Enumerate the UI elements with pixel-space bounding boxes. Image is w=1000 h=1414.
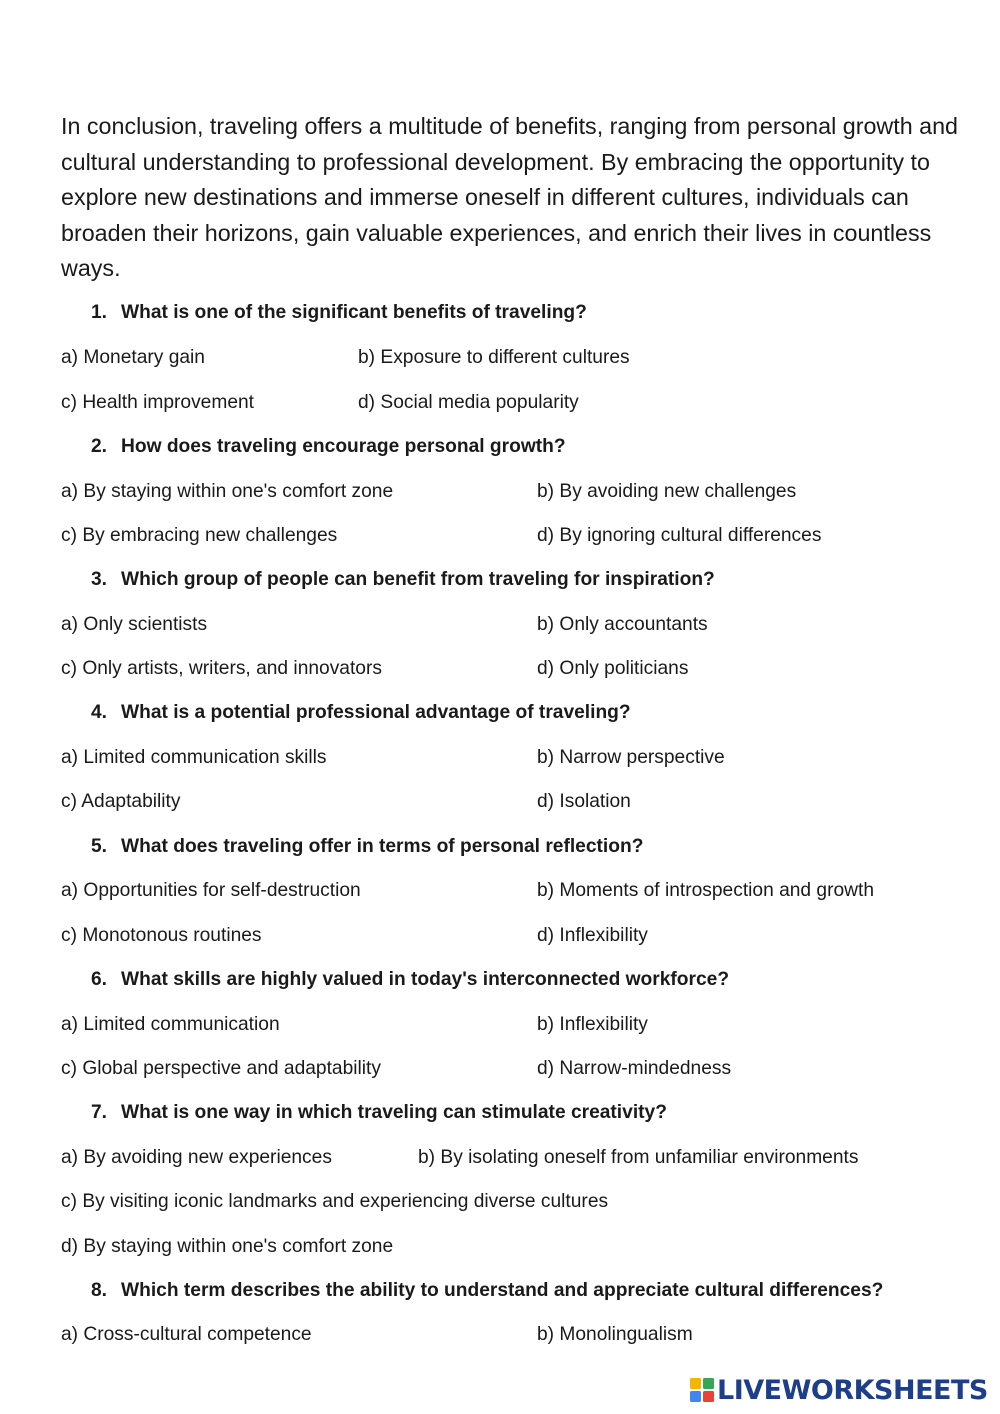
option-3d: d) Only politicians xyxy=(537,658,689,679)
question-number: 3. xyxy=(91,569,108,590)
question-number: 7. xyxy=(91,1102,108,1123)
question-5 xyxy=(91,836,643,858)
option-6d: d) Narrow-mindedness xyxy=(537,1058,732,1079)
option-6c: c) Global perspective and adaptability xyxy=(61,1058,381,1079)
option-5a: a) Opportunities for self-destruction xyxy=(61,880,361,901)
option-4a: a) Limited communication skills xyxy=(61,747,327,768)
question-number: 5. xyxy=(91,836,108,857)
question-number: 4. xyxy=(91,702,108,723)
option-1d: d) Social media popularity xyxy=(358,392,579,413)
option-5b: b) Moments of introspection and growth xyxy=(537,880,875,901)
option-6b: b) Inflexibility xyxy=(537,1014,648,1035)
option-5c: c) Monotonous routines xyxy=(61,925,262,946)
option-3a: a) Only scientists xyxy=(61,614,208,635)
question-number: 2. xyxy=(91,436,108,457)
option-1a: a) Monetary gain xyxy=(61,347,205,368)
question-2 xyxy=(91,436,566,458)
question-number: 1. xyxy=(91,302,108,323)
question-1 xyxy=(91,302,587,324)
question-text: What is one way in which traveling can stimulate creativity? xyxy=(121,1102,667,1123)
option-8b: b) Monolingualism xyxy=(537,1324,693,1345)
option-3c: c) Only artists, writers, and innovators xyxy=(61,658,382,679)
intro-paragraph: In conclusion, traveling offers a multitude of benefits, ranging from personal growth and cultural understanding to professional development. By embracing the opportunity to explore new destinations and immerse oneself in different cultures, individuals can broaden their horizons, gain valuable experiences, and enrich their lives in countless ways. xyxy=(61,113,959,281)
option-2a: a) By staying within one's comfort zone xyxy=(61,481,394,502)
question-number: 6. xyxy=(91,969,108,990)
option-1c: c) Health improvement xyxy=(61,392,255,413)
question-4 xyxy=(91,702,631,724)
question-8 xyxy=(91,1280,883,1302)
logo-text: LIVEWORKSHEETS xyxy=(717,1374,988,1406)
question-7 xyxy=(91,1102,667,1124)
question-text: Which group of people can benefit from traveling for inspiration? xyxy=(121,569,715,590)
option-6a: a) Limited communication xyxy=(61,1014,280,1035)
option-3b: b) Only accountants xyxy=(537,614,708,635)
question-text: How does traveling encourage personal growth? xyxy=(121,436,566,457)
option-2b: b) By avoiding new challenges xyxy=(537,481,797,502)
question-3 xyxy=(91,569,715,591)
option-7c: c) By visiting iconic landmarks and experiencing diverse cultures xyxy=(61,1191,609,1212)
option-2c: c) By embracing new challenges xyxy=(61,525,338,546)
option-4c: c) Adaptability xyxy=(61,791,181,812)
question-text: What skills are highly valued in today's interconnected workforce? xyxy=(121,969,730,990)
option-1b: b) Exposure to different cultures xyxy=(358,347,630,368)
option-8a: a) Cross-cultural competence xyxy=(61,1324,312,1345)
question-6 xyxy=(91,969,729,991)
question-text: What is one of the significant benefits of traveling? xyxy=(121,302,587,323)
option-5d: d) Inflexibility xyxy=(537,925,648,946)
liveworksheets-logo-icon xyxy=(690,1378,714,1402)
question-text: Which term describes the ability to understand and appreciate cultural differences? xyxy=(121,1280,884,1301)
liveworksheets-logo[interactable] xyxy=(690,1374,988,1406)
option-7a: a) By avoiding new experiences xyxy=(61,1147,332,1168)
option-7b: b) By isolating oneself from unfamiliar environments xyxy=(418,1147,859,1168)
option-4d: d) Isolation xyxy=(537,791,631,812)
option-2d: d) By ignoring cultural differences xyxy=(537,525,822,546)
option-7d: d) By staying within one's comfort zone xyxy=(61,1236,394,1257)
question-text: What is a potential professional advantage of traveling? xyxy=(121,702,631,723)
option-4b: b) Narrow perspective xyxy=(537,747,725,768)
question-text: What does traveling offer in terms of personal reflection? xyxy=(121,836,644,857)
question-number: 8. xyxy=(91,1280,108,1301)
